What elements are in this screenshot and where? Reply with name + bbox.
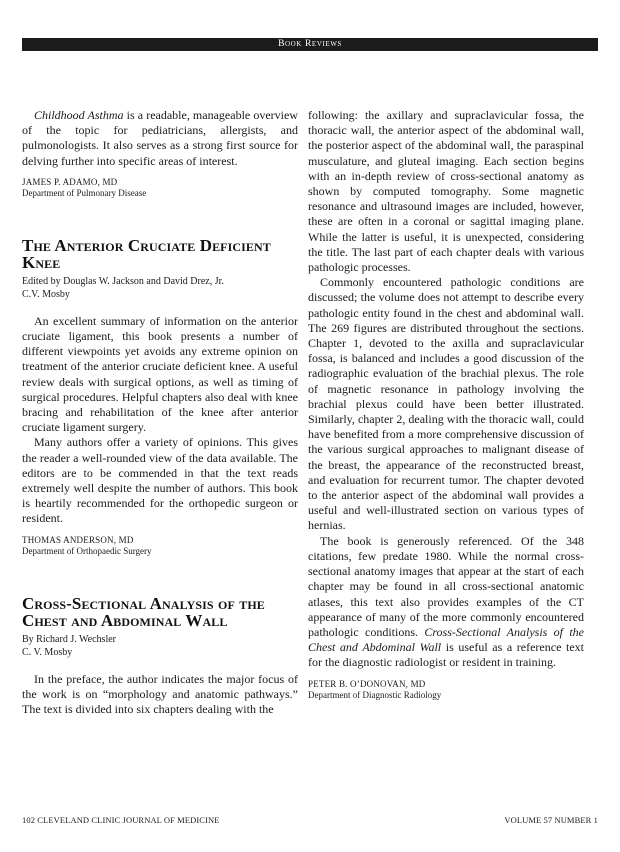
review2-paragraph-1: An excellent summary of information on the anterior cruciate ligament, this book presents a number of different viewpoints yet avoids any extreme opinion on treatment of the anterior cruciate deficient knee. A useful review deals with surgical options, as well as timing of surgical procedures. Helpful chapters also deal with knee bracing and rehabilitation of the knee after anterior cruciate ligament surgery. — [22, 313, 298, 435]
review1-paragraph — [22, 108, 298, 169]
book-title-inline: Cross-Sectional Analysis of the Chest and Abdominal Wall — [308, 624, 584, 655]
review-editors: Edited by Douglas W. Jackson and David Drez, Jr. — [22, 275, 224, 287]
review-publisher: C. V. Mosby — [22, 646, 73, 658]
reviewer-department: Department of Pulmonary Disease — [22, 187, 147, 198]
review2-paragraph-2: Many authors offer a variety of opinions. This gives the reader a well-rounded view of the data available. The editors are to be commended in that the text reads extremely well despite the number of authors. This book is heartily recommended for the orthopedic surgeon or resident. — [22, 435, 298, 526]
review3-paragraph-3 — [308, 534, 584, 671]
left-column — [22, 108, 298, 717]
review1-text: is a readable, manageable overview of the topic for pediatricians, allergists, and pulmonologists. It also serves as a strong first source for delving further into specific areas of interest. — [22, 108, 298, 168]
review-author: By Richard J. Wechsler — [22, 633, 116, 645]
section-header — [22, 38, 598, 51]
reviewer-name: JAMES P. ADAMO, MD — [22, 176, 118, 187]
review3-paragraph-1-start: In the preface, the author indicates the major focus of the work is on “morphology and anatomic pathways.” The text is divided into six chapters dealing with the — [22, 671, 298, 717]
review3-paragraph-1-continued: following: the axillary and supraclavicular fossa, the thoracic wall, the anterior aspect of the abdominal wall, the posterior aspect of the abdominal wall, the paraspinal musculature, and gluteal imaging. Each section begins with an in-depth review of cross-sectional anatomy as shown by computed tomography. Some magnetic resonance and ultrasound images are included, however, these are often in a coronal or sagittal imaging plane. While the latter is useful, it is unexpected, considering the title. The last part of each chapter deals with various pathologic processes. — [308, 108, 584, 275]
review-title: The Anterior Cruciate Deficient Knee — [22, 235, 271, 272]
review3-text: is useful as a reference text for the diagnostic radiologist or resident in training. — [308, 640, 585, 670]
review-title: Cross-Sectional Analysis of the Chest and Abdominal Wall — [22, 593, 265, 630]
review2 — [22, 237, 298, 557]
footer-journal: 102 CLEVELAND CLINIC JOURNAL OF MEDICINE — [22, 815, 220, 825]
review3-text: The book is generously referenced. Of the 348 citations, few predate 1980. While the normal cross-sectional anatomy images that appear at the start of each chapter may be found in all cross-sectional anatomic atlases, this text also provides examples of the CT appearance of many of the more commonly encountered pathologic conditions. — [308, 533, 584, 639]
review3 — [22, 595, 298, 718]
reviewer-name: THOMAS ANDERSON, MD — [22, 534, 134, 545]
section-title: Book Reviews — [278, 39, 342, 49]
reviewer-department: Department of Diagnostic Radiology — [308, 689, 442, 700]
right-column — [308, 108, 584, 701]
footer-volume: VOLUME 57 NUMBER 1 — [504, 815, 598, 825]
reviewer-department: Department of Orthopaedic Surgery — [22, 545, 152, 556]
review-publisher: C.V. Mosby — [22, 288, 70, 300]
book-title-inline: Childhood Asthma — [34, 108, 124, 122]
review3-paragraph-2: Commonly encountered pathologic conditions are discussed; the volume does not attempt to describe every pathologic entity found in the chest and abdominal wall. The 269 figures are distributed throughout the sections. Chapter 1, devoted to the axilla and supraclavicular fossa, is balanced and includes a good discussion of the radiographic evaluation of the brachial plexus. The role of magnetic resonance in pathology involving the brachial plexus could have been better illustrated. Similarly, chapter 2, dealing with the thoracic wall, could have benefited from a more comprehensive discussion of the various surgical approaches to malignant disease of the breast, the appearance of the reconstructed breast, and evaluation for recurrent tumor. The chapter devoted to the anterior aspect of the abdominal wall provides a useful and well-illustrated section on various types of hernias. — [308, 275, 584, 533]
reviewer-name: PETER B. O’DONOVAN, MD — [308, 678, 426, 689]
